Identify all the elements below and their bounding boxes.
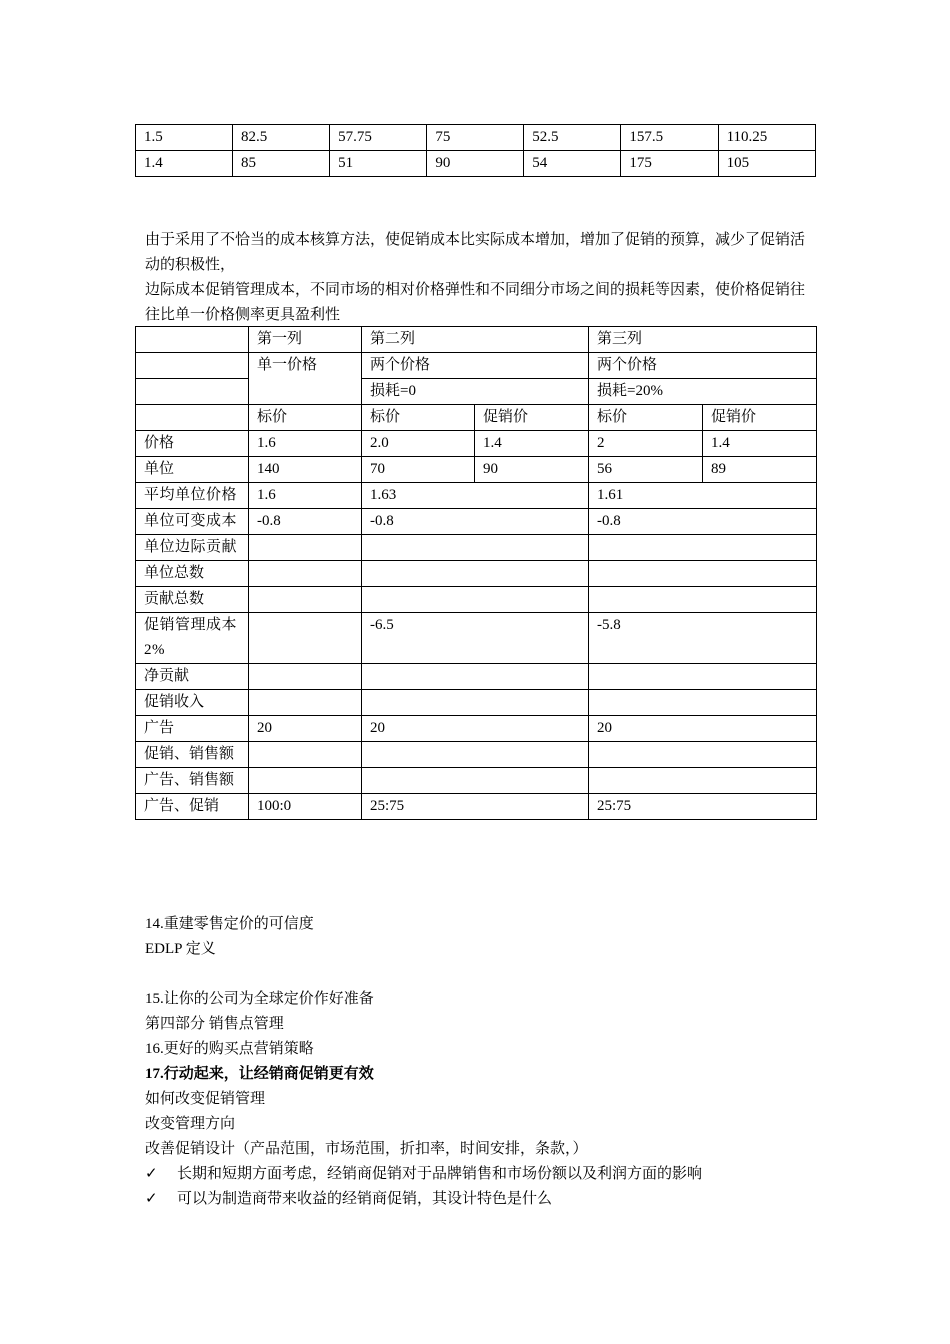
table-row <box>136 742 817 768</box>
row-label: 广告、促销 <box>136 794 249 820</box>
row-label: 平均单位价格 <box>136 483 249 509</box>
table-cell: 56 <box>589 457 703 483</box>
table-cell <box>249 561 362 587</box>
table-cell: 1.4 <box>703 431 817 457</box>
loss-label: 损耗=20% <box>589 379 817 405</box>
table-cell <box>362 535 589 561</box>
table-cell: 57.75 <box>330 125 427 151</box>
row-label: 单位可变成本 <box>136 509 249 535</box>
table-cell: 20 <box>249 716 362 742</box>
row-label: 广告 <box>136 716 249 742</box>
row-label: 单位总数 <box>136 561 249 587</box>
table-cell <box>249 664 362 690</box>
table-cell <box>362 561 589 587</box>
table-cell: 1.61 <box>589 483 817 509</box>
bullet-item <box>145 1187 552 1212</box>
table-cell <box>249 768 362 794</box>
row-label: 价格 <box>136 431 249 457</box>
table-cell: 100:0 <box>249 794 362 820</box>
table-cell <box>589 587 817 613</box>
table-cell: 1.63 <box>362 483 589 509</box>
table-cell <box>362 768 589 794</box>
table-cell: 140 <box>249 457 362 483</box>
table-row <box>136 716 817 742</box>
table-row <box>136 483 817 509</box>
table-cell <box>589 768 817 794</box>
table-cell <box>589 664 817 690</box>
table-cell <box>589 535 817 561</box>
section-17-heading: 17.行动起来，让经销商促销更有效 <box>145 1066 374 1082</box>
text-line: 改变管理方向 <box>145 1116 236 1132</box>
table-row <box>136 431 817 457</box>
loss-label: 损耗=0 <box>362 379 589 405</box>
row-label: 促销、销售额 <box>136 742 249 768</box>
check-icon: ✓ <box>145 1191 158 1207</box>
table-cell <box>249 742 362 768</box>
table-cell: 157.5 <box>621 125 718 151</box>
section-15-heading: 15.让你的公司为全球定价作好准备 <box>145 991 374 1007</box>
row-label: 促销管理成本2% <box>136 613 249 664</box>
header-col3: 第三列 <box>589 327 817 353</box>
table-cell <box>589 742 817 768</box>
table-row <box>136 768 817 794</box>
table-row <box>136 587 817 613</box>
promo-price-header: 促销价 <box>475 405 589 431</box>
table-cell <box>589 690 817 716</box>
table-cell: 1.6 <box>249 431 362 457</box>
list-price-header: 标价 <box>249 405 362 431</box>
table-cell: 25:75 <box>589 794 817 820</box>
list-price-header: 标价 <box>589 405 703 431</box>
edlp-definition: EDLP 定义 <box>145 941 216 957</box>
table-cell: -0.8 <box>249 509 362 535</box>
table-cell: 1.5 <box>136 125 233 151</box>
single-price-label: 单一价格 <box>249 353 362 405</box>
paragraph-marginal-cost: 边际成本促销管理成本，不同市场的相对价格弹性和不同细分市场之间的损耗等因素，使价格促销往往比单一价格侧率更具盈利性 <box>145 282 806 323</box>
header-col1: 第一列 <box>249 327 362 353</box>
table-cell: 70 <box>362 457 475 483</box>
bullet-text: 可以为制造商带来收益的经销商促销，其设计特色是什么 <box>177 1191 553 1207</box>
table-row <box>136 535 817 561</box>
paragraph-cost-method: 由于采用了不恰当的成本核算方法，使促销成本比实际成本增加，增加了促销的预算，减少了促销活动的积极性， <box>145 232 806 273</box>
table-cell <box>362 690 589 716</box>
table-cell <box>362 664 589 690</box>
table-cell <box>249 690 362 716</box>
table-row <box>136 561 817 587</box>
table-cell <box>362 742 589 768</box>
row-label: 单位 <box>136 457 249 483</box>
table-cell <box>249 613 362 664</box>
top-data-table <box>135 124 816 177</box>
row-label: 广告、销售额 <box>136 768 249 794</box>
promo-price-header: 促销价 <box>703 405 817 431</box>
table-cell: 89 <box>703 457 817 483</box>
section-14-heading: 14.重建零售定价的可信度 <box>145 916 314 932</box>
table-row <box>136 151 816 177</box>
table-cell: 1.4 <box>475 431 589 457</box>
table-row <box>136 664 817 690</box>
bullet-text: 长期和短期方面考虑，经销商促销对于品牌销售和市场份额以及利润方面的影响 <box>177 1166 703 1182</box>
table-cell: 110.25 <box>718 125 815 151</box>
table-cell: -0.8 <box>362 509 589 535</box>
table-cell: 85 <box>232 151 329 177</box>
table-row <box>136 794 817 820</box>
table-cell: -6.5 <box>362 613 589 664</box>
table-cell <box>362 587 589 613</box>
table-cell: 20 <box>362 716 589 742</box>
table-cell: 54 <box>524 151 621 177</box>
table-cell <box>589 561 817 587</box>
table-cell: 1.4 <box>136 151 233 177</box>
table-row <box>136 405 817 431</box>
table-row <box>136 613 817 664</box>
row-label: 净贡献 <box>136 664 249 690</box>
table-cell: -0.8 <box>589 509 817 535</box>
table-cell: 20 <box>589 716 817 742</box>
check-icon: ✓ <box>145 1166 158 1182</box>
table-cell: 51 <box>330 151 427 177</box>
row-label: 贡献总数 <box>136 587 249 613</box>
bullet-item <box>145 1162 702 1187</box>
table-row <box>136 125 816 151</box>
table-cell: 2 <box>589 431 703 457</box>
table-cell <box>249 587 362 613</box>
table-row <box>136 509 817 535</box>
table-cell <box>249 535 362 561</box>
text-line: 如何改变促销管理 <box>145 1091 266 1107</box>
two-prices-label: 两个价格 <box>589 353 817 379</box>
promotion-comparison-table <box>135 326 817 820</box>
header-col2: 第二列 <box>362 327 589 353</box>
table-row <box>136 690 817 716</box>
table-cell: 175 <box>621 151 718 177</box>
section-16-heading: 16.更好的购买点营销策略 <box>145 1041 314 1057</box>
table-cell: 52.5 <box>524 125 621 151</box>
table-cell: -5.8 <box>589 613 817 664</box>
table-row <box>136 327 817 353</box>
table-cell: 82.5 <box>232 125 329 151</box>
table-cell: 1.6 <box>249 483 362 509</box>
table-row <box>136 457 817 483</box>
table-cell: 105 <box>718 151 815 177</box>
table-cell: 90 <box>427 151 524 177</box>
part-4-heading: 第四部分 销售点管理 <box>145 1016 284 1032</box>
table-cell: 90 <box>475 457 589 483</box>
table-row <box>136 353 817 379</box>
list-price-header: 标价 <box>362 405 475 431</box>
row-label: 单位边际贡献 <box>136 535 249 561</box>
table-cell: 2.0 <box>362 431 475 457</box>
text-line: 改善促销设计（产品范围，市场范围，折扣率，时间安排，条款，） <box>145 1141 588 1157</box>
row-label: 促销收入 <box>136 690 249 716</box>
table-cell: 25:75 <box>362 794 589 820</box>
table-row <box>136 379 817 405</box>
two-prices-label: 两个价格 <box>362 353 589 379</box>
table-cell: 75 <box>427 125 524 151</box>
